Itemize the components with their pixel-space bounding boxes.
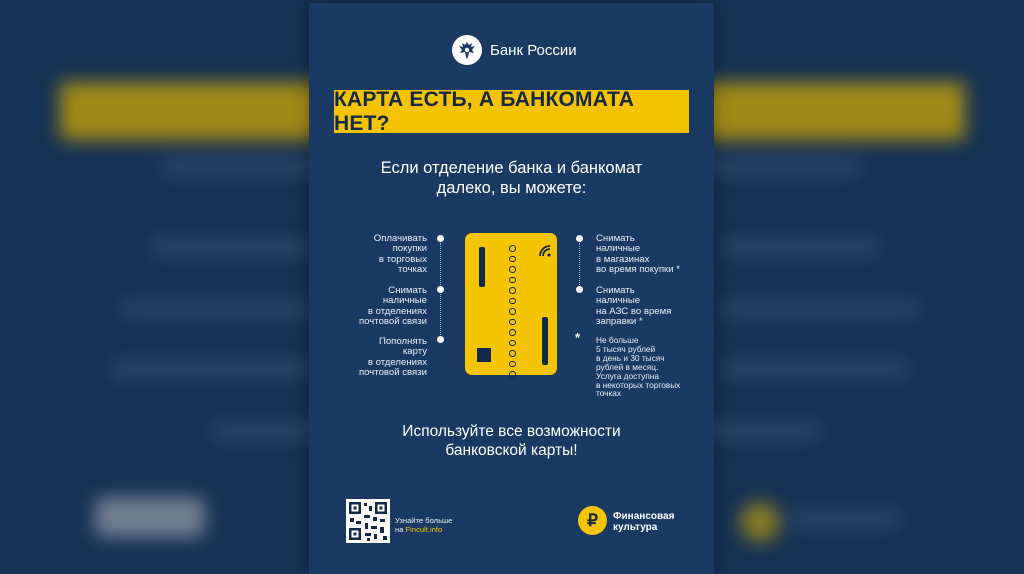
text-line: наличные xyxy=(382,295,427,307)
card-stripe xyxy=(542,317,548,365)
poster xyxy=(309,3,714,574)
bank-logo xyxy=(452,33,577,67)
bullet-dot xyxy=(437,235,444,242)
learn-more-line xyxy=(395,526,452,535)
text-line: Оплачивать xyxy=(373,233,427,244)
bank-name: Банк России xyxy=(490,41,577,59)
call-to-action xyxy=(309,422,714,460)
text-line: точках xyxy=(398,263,427,275)
card-chip xyxy=(477,348,491,362)
ruble-icon: ₽ xyxy=(578,506,607,535)
bullet-dot xyxy=(437,286,444,293)
bullet-dot xyxy=(576,286,583,293)
text-line: точках xyxy=(596,388,622,399)
text-line: Не больше xyxy=(596,335,639,345)
learn-more xyxy=(395,517,452,534)
text-line: банковской карты! xyxy=(445,442,578,459)
text-line: Снимать xyxy=(596,285,635,296)
bullet-dot xyxy=(437,336,444,343)
text-line: Используйте все возможности xyxy=(402,423,621,440)
text-line: Снимать xyxy=(388,285,427,296)
footnote-star: * xyxy=(575,330,581,345)
text-line: наличные xyxy=(596,295,641,307)
text-line: в некоторых торговых xyxy=(596,379,681,390)
fin-culture-label xyxy=(613,511,674,533)
learn-more-label: Узнайте больше xyxy=(395,516,453,525)
text-line: почтовой связи xyxy=(358,315,427,327)
fincult-link[interactable]: Fincult.info xyxy=(405,524,443,534)
text-line: почтовой связи xyxy=(358,366,427,378)
card-stripe xyxy=(479,247,485,287)
footnote xyxy=(596,336,706,398)
card-dots xyxy=(509,245,516,382)
subtitle-line: далеко, вы можете: xyxy=(436,179,587,197)
right-item-withdraw-shop xyxy=(596,234,706,275)
left-item-topup-post xyxy=(347,337,427,378)
right-item-withdraw-gas xyxy=(596,286,706,327)
left-item-pay xyxy=(347,234,427,275)
text-line: заправки * xyxy=(596,315,643,327)
text-line: на АЗС во время xyxy=(596,305,672,317)
subtitle-line: Если отделение банка и банкомат xyxy=(380,159,643,177)
text-line: в день и 30 тысяч xyxy=(596,352,665,363)
text-line: культура xyxy=(613,522,658,533)
double-headed-eagle-icon xyxy=(452,35,482,65)
text-line: Снимать xyxy=(596,233,635,244)
text-line: рублей в месяц. xyxy=(596,361,659,372)
text-line: 5 тысяч рублей xyxy=(596,343,656,354)
text-line: во время покупки * xyxy=(596,263,680,275)
subtitle xyxy=(309,158,714,198)
text-line: наличные xyxy=(596,243,641,255)
text-line: в магазинах xyxy=(596,253,650,265)
text-line: покупки xyxy=(392,243,427,255)
bullet-dot xyxy=(576,235,583,242)
text-line: в отделениях xyxy=(367,356,427,368)
text-line: Пополнять xyxy=(378,336,427,347)
left-item-withdraw-post xyxy=(347,286,427,327)
contactless-icon xyxy=(537,243,553,259)
text-line: в торговых xyxy=(378,253,427,265)
text-line: карту xyxy=(402,346,427,358)
text-line: в отделениях xyxy=(367,305,427,317)
bank-card-illustration xyxy=(465,233,557,375)
learn-more-prefix: на xyxy=(395,524,406,534)
text-line: Услуга доступна xyxy=(596,370,659,381)
right-dotted-line xyxy=(579,243,580,287)
text-line: Финансовая xyxy=(613,511,675,522)
qr-code-icon xyxy=(346,499,390,543)
headline: КАРТА ЕСТЬ, А БАНКОМАТА НЕТ? xyxy=(334,90,689,133)
